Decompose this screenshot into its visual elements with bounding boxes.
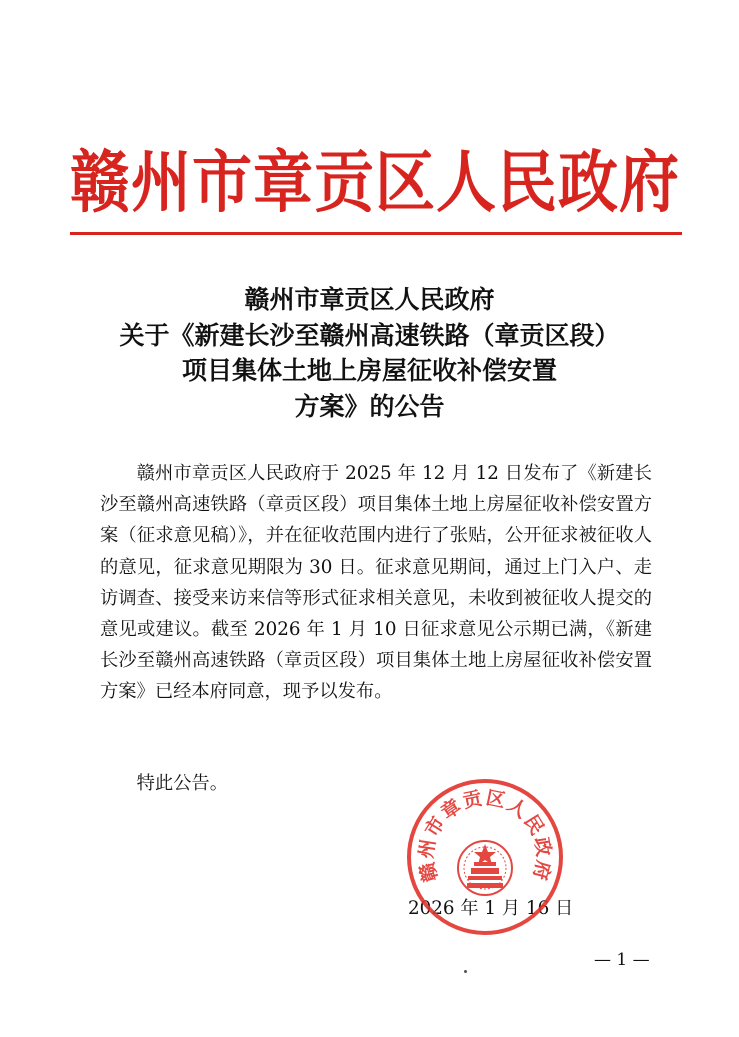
notice-body	[100, 458, 652, 708]
issue-date: 2026 年 1 月 16 日	[408, 898, 574, 919]
title-line-3: 项目集体土地上房屋征收补偿安置	[181, 356, 557, 385]
notice-title	[60, 282, 679, 424]
closing-statement: 特此公告。	[136, 773, 228, 794]
national-emblem-icon	[458, 841, 512, 895]
red-divider-line	[70, 232, 682, 235]
body-paragraph: 赣州市章贡区人民政府于 2025 年 12 月 12 日发布了《新建长沙至赣州高速铁路（章贡区段）项目集体土地上房屋征收补偿安置方案（征求意见稿）》，并在征收范围内进行了张贴，公开征求被征收人的意见，征求意见期限为 30 日。征求意见期间，通过上门入户、走访调查、接受来访来信等形式征求相关意见，未收到被征收人提交的意见或建议。截至 2026 年 1 月 10 日征求意见公示期已满，《新建长沙至赣州高速铁路（章贡区段）项目集体土地上房屋征收补偿安置方案》已经本府同意，现予以发布。	[100, 463, 652, 703]
title-line-4: 方案》的公告	[294, 391, 445, 421]
issuer-masthead: 赣州市章贡区人民政府	[70, 143, 680, 223]
title-line-2: 关于《新建长沙至赣州高速铁路（章贡区段）	[119, 320, 620, 350]
official-seal-icon	[404, 776, 566, 938]
page-number: — 1 —	[594, 950, 650, 970]
title-line-1: 赣州市章贡区人民政府	[244, 285, 495, 314]
scan-speck	[464, 970, 467, 973]
seal-text: 赣州市章贡区人民政府	[415, 786, 555, 885]
